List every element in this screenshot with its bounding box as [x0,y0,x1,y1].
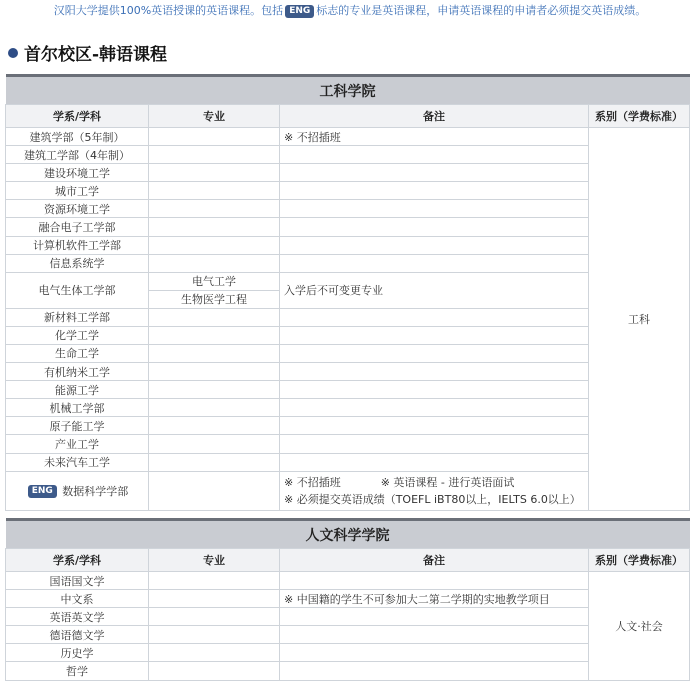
dept-cell: 建筑工学部（4年制） [6,146,149,164]
note-cell [280,572,589,590]
dept-cell: 信息系统学 [6,254,149,272]
table-row [6,453,690,471]
note-cell [280,254,589,272]
dept-cell: 计算机软件工学部 [6,236,149,254]
note-cell: ※ 中国籍的学生不可参加大二第二学期的实地教学项目 [280,590,589,608]
major-cell [149,608,280,626]
col-header-note: 备注 [280,549,589,572]
eng-badge: ENG [285,5,314,18]
note-line [284,474,584,491]
table-row [6,399,690,417]
note-cell [280,399,589,417]
engineering-table [5,74,690,511]
note-line: ※ 必须提交英语成绩（TOEFL iBT80以上，IELTS 6.0以上） [284,492,581,506]
col-header-dept: 学系/学科 [6,549,149,572]
major-cell [149,218,280,236]
note-cell [280,344,589,362]
note-cell [280,626,589,644]
page-title: 首尔校区-韩语课程 [24,45,168,65]
dept-cell: 电气生体工学部 [6,272,149,308]
table-row [6,182,690,200]
category-cell: 人文·社会 [589,572,690,681]
major-cell [149,644,280,662]
note-cell: ※ 不招插班 [280,128,589,146]
table-row [6,644,690,662]
dept-cell: 建筑学部（5年制） [6,128,149,146]
note-cell [280,417,589,435]
table-row [6,572,690,590]
col-header-note: 备注 [280,105,589,128]
major-cell [149,326,280,344]
dept-cell: 新材料工学部 [6,308,149,326]
table-row [6,381,690,399]
table-row [6,363,690,381]
table-row [6,128,690,146]
major-cell [149,626,280,644]
table-row [6,417,690,435]
college-title: 人文科学学院 [6,520,690,549]
table-row [6,608,690,626]
dept-cell: 未来汽车工学 [6,453,149,471]
col-header-major: 专业 [149,105,280,128]
major-cell [149,381,280,399]
major-cell [149,236,280,254]
major-cell [149,164,280,182]
note-cell [280,236,589,254]
dept-cell: 建设环境工学 [6,164,149,182]
note-cell [280,182,589,200]
dept-cell: 有机纳米工学 [6,363,149,381]
note-cell [280,146,589,164]
table-row [6,254,690,272]
note-cell [280,662,589,680]
note-cell [280,164,589,182]
category-cell: 工科 [589,128,690,511]
notice-before: 汉阳大学提供100%英语授课的英语课程。包括 [53,4,284,17]
note-cell: 入学后不可变更专业 [280,272,589,308]
table-row [6,272,690,308]
major-label: 电气工学 [192,274,236,288]
major-label: 生物医学工程 [149,290,279,308]
note-cell [280,608,589,626]
dept-cell: 历史学 [6,644,149,662]
note-cell [280,471,589,510]
table-row [6,164,690,182]
table-row [6,435,690,453]
note-cell [280,435,589,453]
major-cell [149,128,280,146]
humanities-table [5,518,690,681]
table-row [6,200,690,218]
table-row [6,236,690,254]
table-row [6,344,690,362]
table-row [6,590,690,608]
table-row [6,308,690,326]
dept-cell: 能源工学 [6,381,149,399]
major-cell [149,417,280,435]
dept-cell: 国语国文学 [6,572,149,590]
note-cell [280,363,589,381]
dept-cell: 产业工学 [6,435,149,453]
note-cell [280,308,589,326]
note-cell [280,218,589,236]
notice-after: 标志的专业是英语课程，申请英语课程的申请者必须提交英语成绩。 [316,4,647,17]
major-cell [149,200,280,218]
major-cell [149,363,280,381]
major-cell [149,662,280,680]
dept-cell: 机械工学部 [6,399,149,417]
dept-label: 数据科学学部 [62,484,129,498]
section-heading [8,40,167,65]
col-header-category: 系别（学费标准） [589,549,690,572]
eng-badge: ENG [28,485,57,498]
major-cell [149,182,280,200]
table-row [6,326,690,344]
college-title: 工科学院 [6,76,690,105]
dept-cell: 德语德文学 [6,626,149,644]
dept-cell: 城市工学 [6,182,149,200]
note-part: ※ 英语课程 - 进行英语面试 [380,475,515,489]
dept-cell: 资源环境工学 [6,200,149,218]
dept-cell: 英语英文学 [6,608,149,626]
dept-cell: 融合电子工学部 [6,218,149,236]
bullet-dot-icon [8,48,18,58]
major-cell [149,308,280,326]
col-header-category: 系别（学费标准） [589,105,690,128]
dept-cell: 哲学 [6,662,149,680]
dept-cell: 原子能工学 [6,417,149,435]
major-cell [149,399,280,417]
col-header-major: 专业 [149,549,280,572]
major-cell [149,272,280,308]
major-cell [149,572,280,590]
dept-cell: 中文系 [6,590,149,608]
major-cell [149,590,280,608]
major-cell [149,435,280,453]
major-cell [149,254,280,272]
note-cell [280,381,589,399]
dept-cell: 化学工学 [6,326,149,344]
table-row [6,626,690,644]
major-cell [149,453,280,471]
dept-cell: 生命工学 [6,344,149,362]
note-part: ※ 不招插班 [284,475,341,489]
col-header-dept: 学系/学科 [6,105,149,128]
table-row [6,662,690,680]
table-row [6,146,690,164]
note-cell [280,644,589,662]
notice-text [0,2,700,18]
note-cell [280,453,589,471]
dept-cell [6,471,149,510]
major-cell [149,146,280,164]
table-row [6,471,690,510]
major-cell [149,471,280,510]
table-row [6,218,690,236]
note-cell [280,200,589,218]
major-cell [149,344,280,362]
note-cell [280,326,589,344]
